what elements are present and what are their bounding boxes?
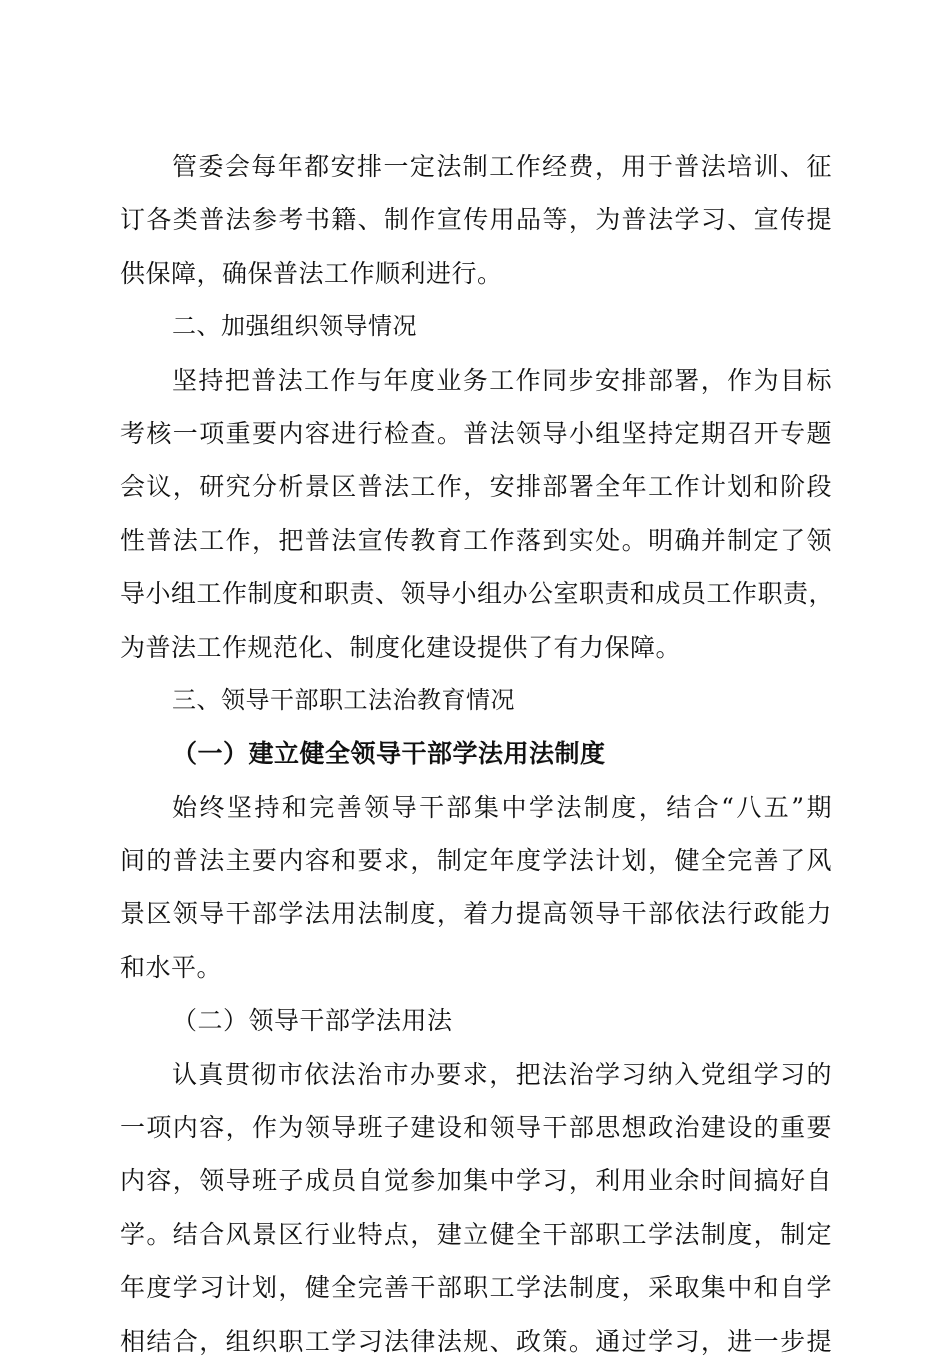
paragraph-line: 坚持把普法工作与年度业务工作同步安排部署，作为目标 (172, 365, 832, 395)
paragraph-line: 间的普法主要内容和要求，制定年度学法计划，健全完善了风 (120, 846, 832, 876)
paragraph-line: 供保障，确保普法工作顺利进行。 (120, 258, 503, 288)
paragraph-line: 一项内容，作为领导班子建设和领导干部思想政治建设的重要 (120, 1113, 832, 1143)
paragraph-line: 管委会每年都安排一定法制工作经费，用于普法培训、征 (172, 152, 832, 181)
section-heading: 二、加强组织领导情况 (172, 312, 417, 341)
paragraph-line: 导小组工作制度和职责、领导小组办公室职责和成员工作职责， (120, 579, 835, 609)
paragraph-line: 为普法工作规范化、制度化建设提供了有力保障。 (120, 632, 682, 662)
paragraph-line: 相结合，组织职工学习法律法规、政策。通过学习，进一步提 (120, 1326, 832, 1356)
paragraph-line: 年度学习计划，健全完善干部职工学法制度，采取集中和自学 (120, 1273, 832, 1303)
paragraph-line: 会议，研究分析景区普法工作，安排部署全年工作计划和阶段 (120, 472, 832, 502)
paragraph-line: 内容，领导班子成员自觉参加集中学习，利用业余时间搞好自 (120, 1166, 832, 1196)
paragraph-line: 始终坚持和完善领导干部集中学法制度，结合“八五”期 (172, 792, 832, 822)
document-body (120, 140, 835, 1368)
paragraph-line: 学。结合风景区行业特点，建立健全干部职工学法制度，制定 (120, 1219, 832, 1249)
paragraph-line: 和水平。 (120, 952, 223, 982)
paragraph-line: 性普法工作，把普法宣传教育工作落到实处。明确并制定了领 (120, 525, 832, 555)
paragraph-line: 订各类普法参考书籍、制作宣传用品等，为普法学习、宣传提 (120, 205, 832, 235)
section-heading: 三、领导干部职工法治教育情况 (172, 685, 515, 714)
subsection-heading: （一）建立健全领导干部学法用法制度 (172, 739, 606, 769)
subsection-heading: （二）领导干部学法用法 (172, 1006, 453, 1036)
paragraph-line: 认真贯彻市依法治市办要求，把法治学习纳入党组学习的 (172, 1059, 832, 1089)
paragraph-line: 考核一项重要内容进行检查。普法领导小组坚持定期召开专题 (120, 418, 832, 448)
paragraph-line: 景区领导干部学法用法制度，着力提高领导干部依法行政能力 (120, 899, 832, 929)
